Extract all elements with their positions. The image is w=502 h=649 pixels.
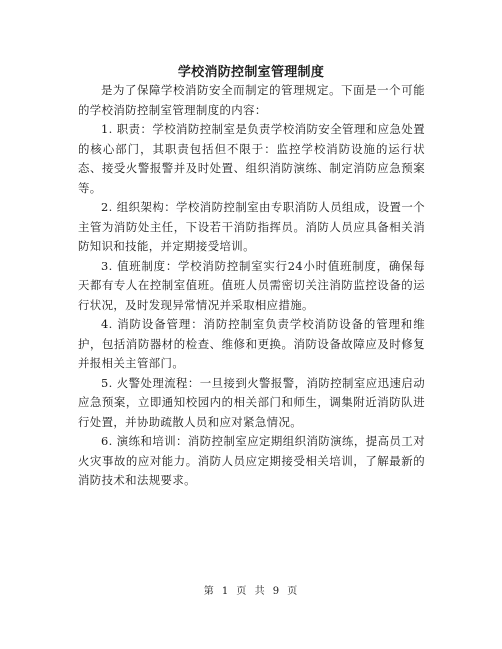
paragraph-duty-system: 3. 值班制度：学校消防控制室实行24小时值班制度，确保每天都有专人在控制室值班。值班人员需密切关注消防监控设备的运行状况，及时发现异常情况并采取相应措施。	[78, 258, 425, 312]
paragraph-fire-alarm-process: 5. 火警处理流程：一旦接到火警报警，消防控制室应迅速启动应急预案，立即通知校园内的相关部门和师生，调集附近消防队进行处置，并协助疏散人员和应对紧急情况。	[78, 375, 425, 429]
paragraph-equipment-management: 4. 消防设备管理：消防控制室负责学校消防设备的管理和维护，包括消防器材的检查、维修和更换。消防设备故障应及时修复并报相关主管部门。	[78, 317, 425, 370]
intro-paragraph: 是为了保障学校消防安全而制定的管理规定。下面是一个可能的学校消防控制室管理制度的内容：	[78, 83, 425, 117]
document-title: 学校消防控制室管理制度	[177, 65, 325, 80]
paragraph-responsibilities: 1. 职责：学校消防控制室是负责学校消防安全管理和应急处置的核心部门，其职责包括但不限于：监控学校消防设施的运行状态、接受火警报警并及时处置、组织消防演练、制定消防应急预案等。	[78, 122, 425, 195]
page-number-footer: 第 1 页 共 9 页	[203, 586, 299, 597]
document-body	[78, 81, 425, 491]
paragraph-drills-training: 6. 演练和培训：消防控制室应定期组织消防演练，提高员工对火灾事故的应对能力。消防人员应定期接受相关培训，了解最新的消防技术和法规要求。	[78, 434, 425, 487]
paragraph-organization: 2. 组织架构：学校消防控制室由专职消防人员组成，设置一个主管为消防处主任，下设若干消防指挥员。消防人员应具备相关消防知识和技能，并定期接受培训。	[78, 200, 425, 253]
